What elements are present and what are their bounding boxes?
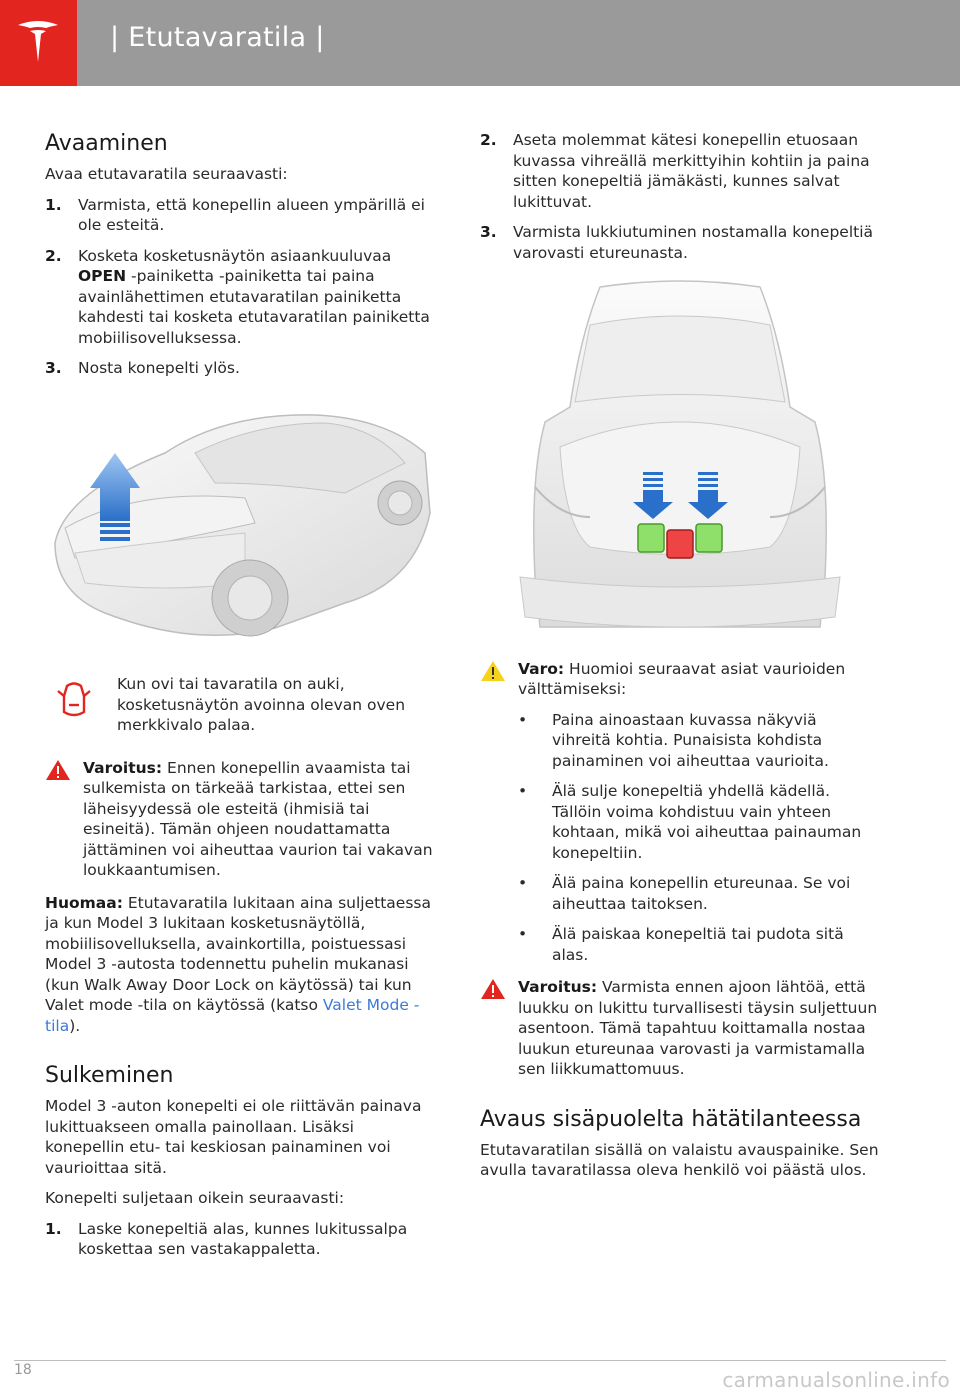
page-number: 18: [14, 1362, 32, 1378]
open-button-label: OPEN: [78, 267, 127, 285]
warning-icon: [45, 759, 71, 781]
warning-callout: Varoitus: Ennen konepellin avaamista tai sulkemista on tärkeää tarkistaa, ettei sen läheisyydessä ole esteitä (ihmisiä tai esineitä). Tämän ohjeen noudattamatta jättäminen voi aiheuttaa vaurion tai vakavan loukkaantumisen.: [45, 758, 435, 881]
green-press-point-right: [696, 524, 722, 552]
caution-callout: Varo: Huomioi seuraavat asiat vaurioiden välttämiseksi: • Paina ainoastaan kuvassa näkyviä vihreitä kohtia. Punaisista kohdista painaminen voi aiheuttaa vaurioita. • Älä sulje konepeltiä yhdellä kädellä. Tällöin voima kohdistuu vain yhteen kohtaan, mikä voi aiheuttaa painauman konepeltiin. • Älä paina konepellin etureunaa. Se voi aiheuttaa taitoksen. • Älä paiskaa konepeltiä tai pudota sitä alas.: [480, 659, 880, 966]
green-press-point-left: [638, 524, 664, 552]
list-item: • Älä paiskaa konepeltiä tai pudota sitä alas.: [518, 924, 880, 965]
red-no-press-point: [667, 530, 693, 558]
footer-divider: [14, 1360, 946, 1361]
page-title: | Etutavaratila |: [110, 22, 325, 53]
list-item: • Paina ainoastaan kuvassa näkyviä vihreitä kohtia. Punaisista kohdista painaminen voi aiheuttaa vaurioita.: [518, 710, 880, 772]
heading-emergency-release: Avaus sisäpuolelta hätätilanteessa: [480, 1106, 862, 1132]
emergency-text: Etutavaratilan sisällä on valaistu avauspainike. Sen avulla tavaratilassa oleva henkilö voi päästä ulos.: [480, 1140, 879, 1179]
caution-icon: [480, 660, 506, 682]
list-item: • Älä paina konepellin etureunaa. Se voi aiheuttaa taitoksen.: [518, 873, 880, 914]
opening-intro: Avaa etutavaratila seuraavasti:: [45, 165, 288, 183]
brand-logo: [0, 0, 77, 86]
list-item: 2. Aseta molemmat kätesi konepellin etuosaan kuvassa vihreällä merkittyihin kohtiin ja paina sitten konepeltiä jämäkästi, kunnes salvat lukittuvat.: [480, 131, 870, 211]
heading-closing: Sulkeminen: [45, 1063, 174, 1088]
list-item: 2. Kosketa kosketusnäytön asiaankuuluvaa OPEN -painiketta -painiketta tai paina avainlähettimen etutavaratilan painiketta kahdesti tai kosketa etutavaratilan painiketta mobiilisovelluksessa.: [45, 246, 430, 347]
list-item: 1. Varmista, että konepellin alueen ympärillä ei ole esteitä.: [45, 195, 425, 234]
list-item: 3. Varmista lukkiutuminen nostamalla konepeltiä varovasti etureunasta.: [480, 223, 874, 262]
closing-steps-continued: [480, 130, 880, 263]
caution-list: [518, 710, 880, 966]
heading-opening: Avaaminen: [45, 131, 168, 156]
list-item: • Älä sulje konepeltiä yhdellä kädellä. Tällöin voima kohdistuu vain yhteen kohtaan, mikä voi aiheuttaa painauman konepeltiin.: [518, 781, 880, 863]
door-open-icon: [57, 680, 91, 720]
closing-paragraph: Model 3 -auton konepelti ei ole riittävän painava lukittuakseen omalla painollaan. Lisäksi konepellin etu- tai keskiosan painaminen voi vaurioittaa sitä.: [45, 1097, 422, 1177]
right-column: [480, 130, 880, 1191]
tesla-logo-icon: [14, 18, 62, 68]
lock-note: Huomaa: Etutavaratila lukitaan aina suljettaessa ja kun Model 3 lukitaan kosketusnäytöllä, mobiilisovelluksella, avainkortilla, poistuessasi Model 3 -autosta todennettu puhelin mukanasi (kun Walk Away Door Lock on käytössä) tai kun Valet mode -tila on käytössä (katso Valet Mode -tila).: [45, 893, 431, 1035]
list-item: 3. Nosta konepelti ylös.: [45, 359, 240, 377]
list-item: 1. Laske konepeltiä alas, kunnes lukitussalpa koskettaa sen vastakappaletta.: [45, 1219, 408, 1258]
left-column: [45, 130, 435, 1270]
door-open-note: Kun ovi tai tavaratila on auki, kosketusnäytön avoinna olevan oven merkkivalo palaa.: [45, 674, 435, 736]
car-front-press-points-illustration: [480, 277, 880, 643]
warning-callout-right: Varoitus: Varmista ennen ajoon lähtöä, että luukku on lukittu turvallisesti täysin suljettuun asentoon. Tämä tapahtuu koittamalla nostaa luukun etureunaa varovasti ja varmistamalla sen liikkumattomuus.: [480, 977, 880, 1080]
warning-icon: [480, 978, 506, 1000]
closing-steps-start: [45, 1219, 435, 1260]
opening-steps: [45, 195, 435, 379]
closing-intro: Konepelti suljetaan oikein seuraavasti:: [45, 1189, 345, 1207]
page-header: [0, 0, 960, 86]
watermark: carmanualsonline.info: [722, 1368, 950, 1392]
valet-mode-link[interactable]: Valet Mode -tila: [45, 996, 420, 1035]
car-hood-open-illustration: [45, 393, 435, 659]
